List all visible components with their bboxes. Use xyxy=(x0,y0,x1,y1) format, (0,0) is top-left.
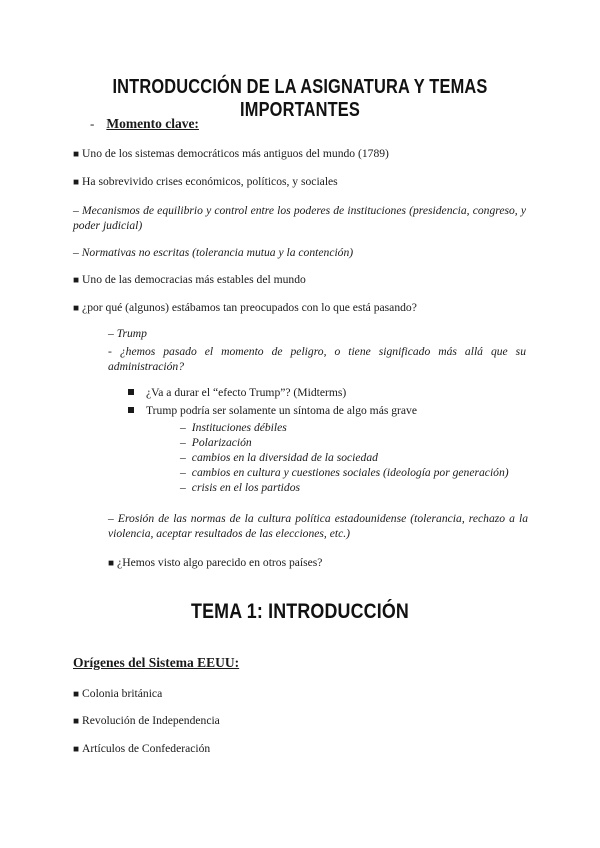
list-item-text: Uno de las democracias más estables del mundo xyxy=(82,273,306,286)
bullet-icon: ■ xyxy=(73,303,80,314)
trump-note: – Trump xyxy=(108,327,147,340)
list-item xyxy=(108,555,322,571)
dash-icon: – xyxy=(180,421,186,434)
mecanismos-note: – Mecanismos de equilibrio y control entre los poderes de instituciones (presidencia, congreso, y poder judicial) xyxy=(73,204,526,232)
list-item-text: Ha sobrevivido crises económicos, políticos, y sociales xyxy=(82,175,338,188)
sub-dash-text: Instituciones débiles xyxy=(191,421,287,434)
sub-dash-text: cambios en la diversidad de la sociedad xyxy=(191,451,378,464)
list-item xyxy=(73,146,389,162)
bullet-icon: ■ xyxy=(108,558,115,569)
bullet-icon: ■ xyxy=(73,744,80,755)
sub-dash-text: crisis en el los partidos xyxy=(191,481,301,494)
peligro-note: - ¿hemos pasado el momento de peligro, o tiene significado más allá que su administración? xyxy=(108,345,526,373)
list-item xyxy=(73,174,338,190)
sub-dash-item xyxy=(180,480,300,495)
section-title: TEMA 1: INTRODUCCIÓN xyxy=(191,600,409,623)
bullet-icon: ■ xyxy=(73,716,80,727)
normativas-note: – Normativas no escritas (tolerancia mutua y la contención) xyxy=(73,246,354,259)
list-item-text: Revolución de Independencia xyxy=(82,714,220,727)
sub-dash-text: Polarización xyxy=(191,436,252,449)
bullet-icon: ■ xyxy=(73,177,80,188)
heading-dash: - xyxy=(90,116,95,131)
list-item-text: ¿Hemos visto algo parecido en otros países? xyxy=(117,556,323,569)
sub-dash-item xyxy=(180,465,509,480)
list-item xyxy=(73,713,220,729)
bullet-icon: ■ xyxy=(73,689,80,700)
sub-bullet-item xyxy=(128,385,346,400)
dash-icon: – xyxy=(180,436,186,449)
list-item xyxy=(73,741,210,757)
dash-icon: – xyxy=(180,451,186,464)
bullet-icon xyxy=(128,407,134,413)
list-item xyxy=(73,686,162,702)
list-item xyxy=(73,300,417,316)
sub-bullet-text: ¿Va a durar el “efecto Trump”? (Midterms) xyxy=(146,386,347,399)
list-item-text: Artículos de Confederación xyxy=(82,742,211,755)
list-item-text: Uno de los sistemas democráticos más antiguos del mundo (1789) xyxy=(82,147,389,160)
bullet-icon xyxy=(128,389,134,395)
sub-dash-text: cambios en cultura y cuestiones sociales (ideología por generación) xyxy=(191,466,509,479)
sub-bullet-item xyxy=(128,403,417,418)
momento-clave-label: Momento clave: xyxy=(106,116,199,131)
momento-clave-heading xyxy=(90,116,199,132)
erosion-note: – Erosión de las normas de la cultura política estadounidense (tolerancia, rechazo a la violencia, aceptar resultados de las elecciones, etc.) xyxy=(108,512,528,540)
list-item-text: Colonia británica xyxy=(82,687,163,700)
dash-icon: – xyxy=(180,466,186,479)
sub-bullet-text: Trump podría ser solamente un síntoma de algo más grave xyxy=(146,404,418,417)
page-title: INTRODUCCIÓN DE LA ASIGNATURA Y TEMAS IMPORTANTES xyxy=(112,76,488,121)
list-item xyxy=(73,272,306,288)
origenes-heading: Orígenes del Sistema EEUU: xyxy=(73,655,240,670)
bullet-icon: ■ xyxy=(73,275,80,286)
list-item-text: ¿por qué (algunos) estábamos tan preocupados con lo que está pasando? xyxy=(82,301,417,314)
dash-icon: – xyxy=(180,481,186,494)
sub-dash-item xyxy=(180,450,378,465)
sub-dash-item xyxy=(180,420,287,435)
bullet-icon: ■ xyxy=(73,149,80,160)
sub-dash-item xyxy=(180,435,252,450)
